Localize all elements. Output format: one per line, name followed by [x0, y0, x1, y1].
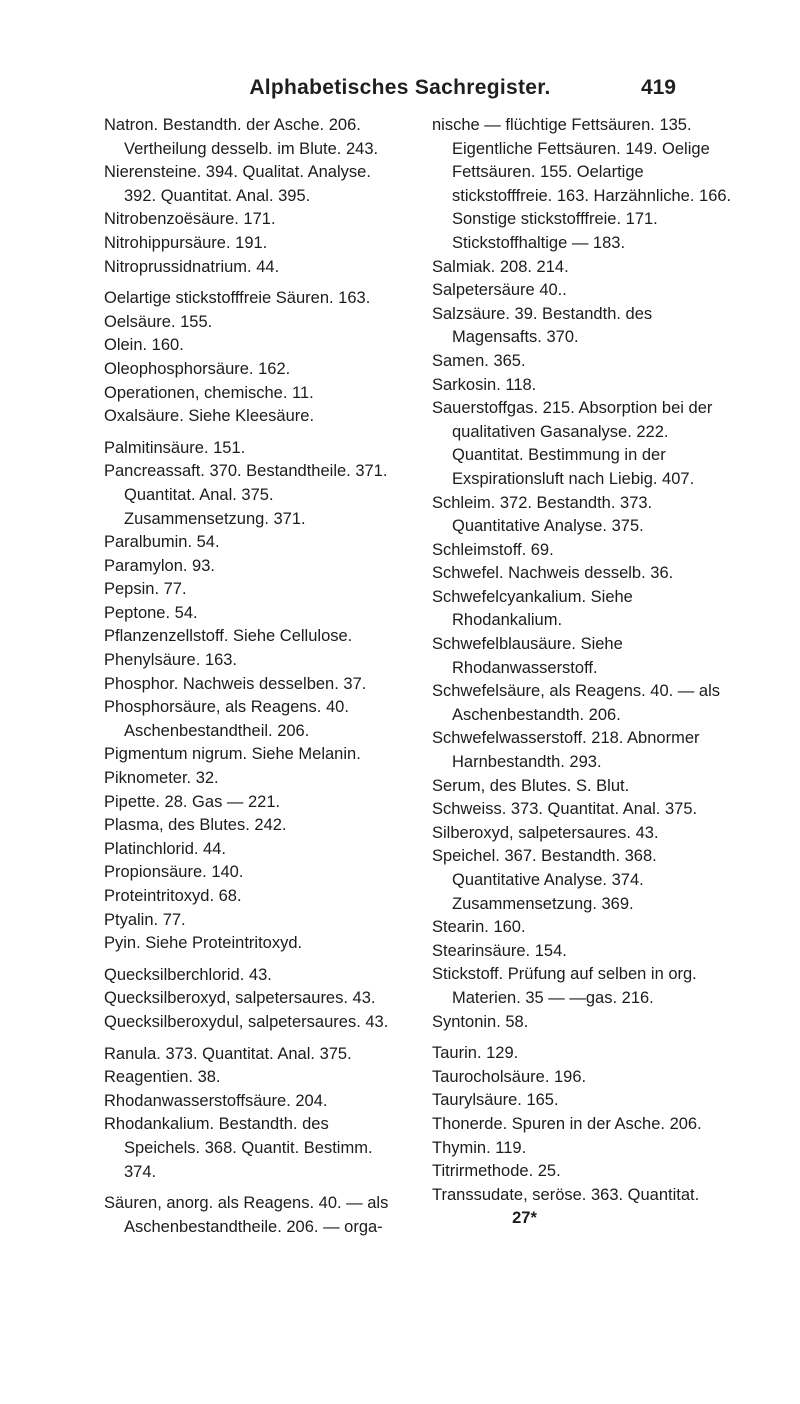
index-entry: Quecksilberchlorid. 43.: [104, 965, 272, 984]
page-header: [0, 72, 800, 104]
index-entry: Oelsäure. 155.: [104, 312, 213, 331]
index-entry: Oleophosphorsäure. 162.: [104, 359, 291, 378]
index-entry: Nitrohippursäure. 191.: [104, 233, 268, 252]
index-entry: Nitrobenzoësäure. 171.: [104, 210, 276, 229]
index-entry: Schleimstoff. 69.: [432, 540, 554, 559]
index-entry: Phosphorsäure, als Reagens. 40. Aschenbestandtheil. 206.: [104, 698, 353, 740]
index-entry: Speichel. 367. Bestandth. 368. Quantitative Analyse. 374. Zusammensetzung. 369.: [432, 847, 662, 913]
index-entry: Schweiss. 373. Quantitat. Anal. 375.: [432, 800, 698, 819]
index-entry: Rhodankalium. Bestandth. des Speichels. 368. Quantit. Bestimm. 374.: [104, 1115, 378, 1181]
index-entry: Rhodanwasserstoffsäure. 204.: [104, 1091, 328, 1110]
index-entry: Säuren, anorg. als Reagens. 40. — als Aschenbestandtheile. 206. — orga-: [104, 1194, 393, 1236]
index-entry: Pancreassaft. 370. Bestandtheile. 371. Quantitat. Anal. 375. Zusammensetzung. 371.: [104, 462, 393, 528]
index-entry: Taurylsäure. 165.: [432, 1091, 559, 1110]
page-number: 419: [640, 76, 676, 99]
index-column-left: [104, 114, 406, 1239]
index-entry: Stearin. 160.: [432, 918, 526, 937]
index-entry: Proteintritoxyd. 68.: [104, 887, 242, 905]
index-entry: Natron. Bestandth. der Asche. 206. Vertheilung desselb. im Blute. 243.: [104, 116, 379, 158]
index-entry: Phosphor. Nachweis desselben. 37.: [104, 674, 367, 693]
index-entry: Nierensteine. 394. Qualitat. Analyse. 392. Quantitat. Anal. 395.: [104, 163, 376, 205]
index-entry: Taurin. 129.: [432, 1044, 519, 1063]
index-entry: Taurocholsäure. 196.: [432, 1067, 587, 1086]
index-entry: Sarkosin. 118.: [432, 375, 537, 394]
index-entry: Schwefelsäure, als Reagens. 40. — als Aschenbestandth. 206.: [432, 682, 724, 724]
index-entry: Salpetersäure 40..: [432, 281, 567, 300]
index-entry: Paramylon. 93.: [104, 556, 215, 575]
index-entry: Operationen, chemische. 11.: [104, 383, 314, 402]
index-entry: Pflanzenzellstoff. Siehe Cellulose.: [104, 627, 353, 646]
index-entry: Samen. 365.: [432, 351, 526, 370]
index-entry: Palmitinsäure. 151.: [104, 438, 246, 457]
index-entry: Stearinsäure. 154.: [432, 941, 567, 960]
index-entry: Phenylsäure. 163.: [104, 651, 238, 670]
index-entry: Oxalsäure. Siehe Kleesäure.: [104, 407, 315, 426]
index-entry: Reagentien. 38.: [104, 1068, 221, 1087]
index-entry: Thymin. 119.: [432, 1138, 527, 1157]
index-entry: Transsudate, seröse. 363. Quantitat.: [432, 1185, 700, 1204]
index-entry: Schwefelblausäure. Siehe Rhodanwasserstoff.: [432, 635, 628, 677]
index-entry: Salzsäure. 39. Bestandth. des Magensafts. 370.: [432, 304, 657, 347]
index-entry: Peptone. 54.: [104, 603, 198, 622]
index-entry: Ranula. 373. Quantitat. Anal. 375.: [104, 1044, 352, 1063]
index-entry: Oelartige stickstofffreie Säuren. 163.: [104, 289, 371, 308]
index-entry: Serum, des Blutes. S. Blut.: [432, 776, 630, 795]
index-entry: Pepsin. 77.: [104, 580, 187, 599]
index-column-right: [432, 114, 737, 1231]
index-entry: Ptyalin. 77.: [104, 910, 186, 929]
index-entry: Schwefel. Nachweis desselb. 36.: [432, 564, 674, 583]
index-entry: Plasma, des Blutes. 242.: [104, 816, 287, 835]
index-entry: Titrirmethode. 25.: [432, 1162, 561, 1181]
index-entry: Sauerstoffgas. 215. Absorption bei der qualitativen Gasanalyse. 222. Quantitat. Bestimmung in der Exspirationsluft nach Liebig. 407.: [432, 399, 717, 488]
index-entry: Pigmentum nigrum. Siehe Melanin.: [104, 745, 361, 764]
index-entry: Quecksilberoxyd, salpetersaures. 43.: [104, 989, 376, 1008]
index-entry: Stickstoff. Prüfung auf selben in org. Materien. 35 — —gas. 216.: [432, 965, 702, 1007]
index-entry: nische — flüchtige Fettsäuren. 135. Eigentliche Fettsäuren. 149. Oelige Fettsäuren. 155. Oelartige stickstofffreie. 163. Harzähnliche. 166. Sonstige stickstofffreie. 171. Stickstoffhaltige — 183.: [432, 116, 736, 252]
running-head-title: Alphabetisches Sachregister.: [249, 76, 551, 99]
index-entry: Piknometer. 32.: [104, 769, 219, 788]
index-entry: Silberoxyd, salpetersaures. 43.: [432, 823, 659, 842]
index-entry: Schleim. 372. Bestandth. 373. Quantitative Analyse. 375.: [432, 493, 657, 536]
index-entry: Platinchlorid. 44.: [104, 839, 226, 858]
index-entry: Syntonin. 58.: [432, 1012, 529, 1031]
signature-mark: 27*: [512, 1209, 537, 1228]
index-entry: Propionsäure. 140.: [104, 863, 244, 882]
index-entry: Paralbumin. 54.: [104, 533, 220, 552]
index-entry: Pyin. Siehe Proteintritoxyd.: [104, 934, 303, 953]
index-entry: Thonerde. Spuren in der Asche. 206.: [432, 1114, 702, 1133]
index-entry: Salmiak. 208. 214.: [432, 257, 569, 276]
index-entry: Quecksilberoxydul, salpetersaures. 43.: [104, 1012, 389, 1031]
index-entry: Schwefelwasserstoff. 218. Abnormer Harnbestandth. 293.: [432, 729, 705, 772]
index-entry: Schwefelcyankalium. Siehe Rhodankalium.: [432, 587, 638, 630]
index-entry: Pipette. 28. Gas — 221.: [104, 792, 281, 811]
index-entry: Nitroprussidnatrium. 44.: [104, 257, 280, 276]
index-entry: Olein. 160.: [104, 336, 184, 355]
